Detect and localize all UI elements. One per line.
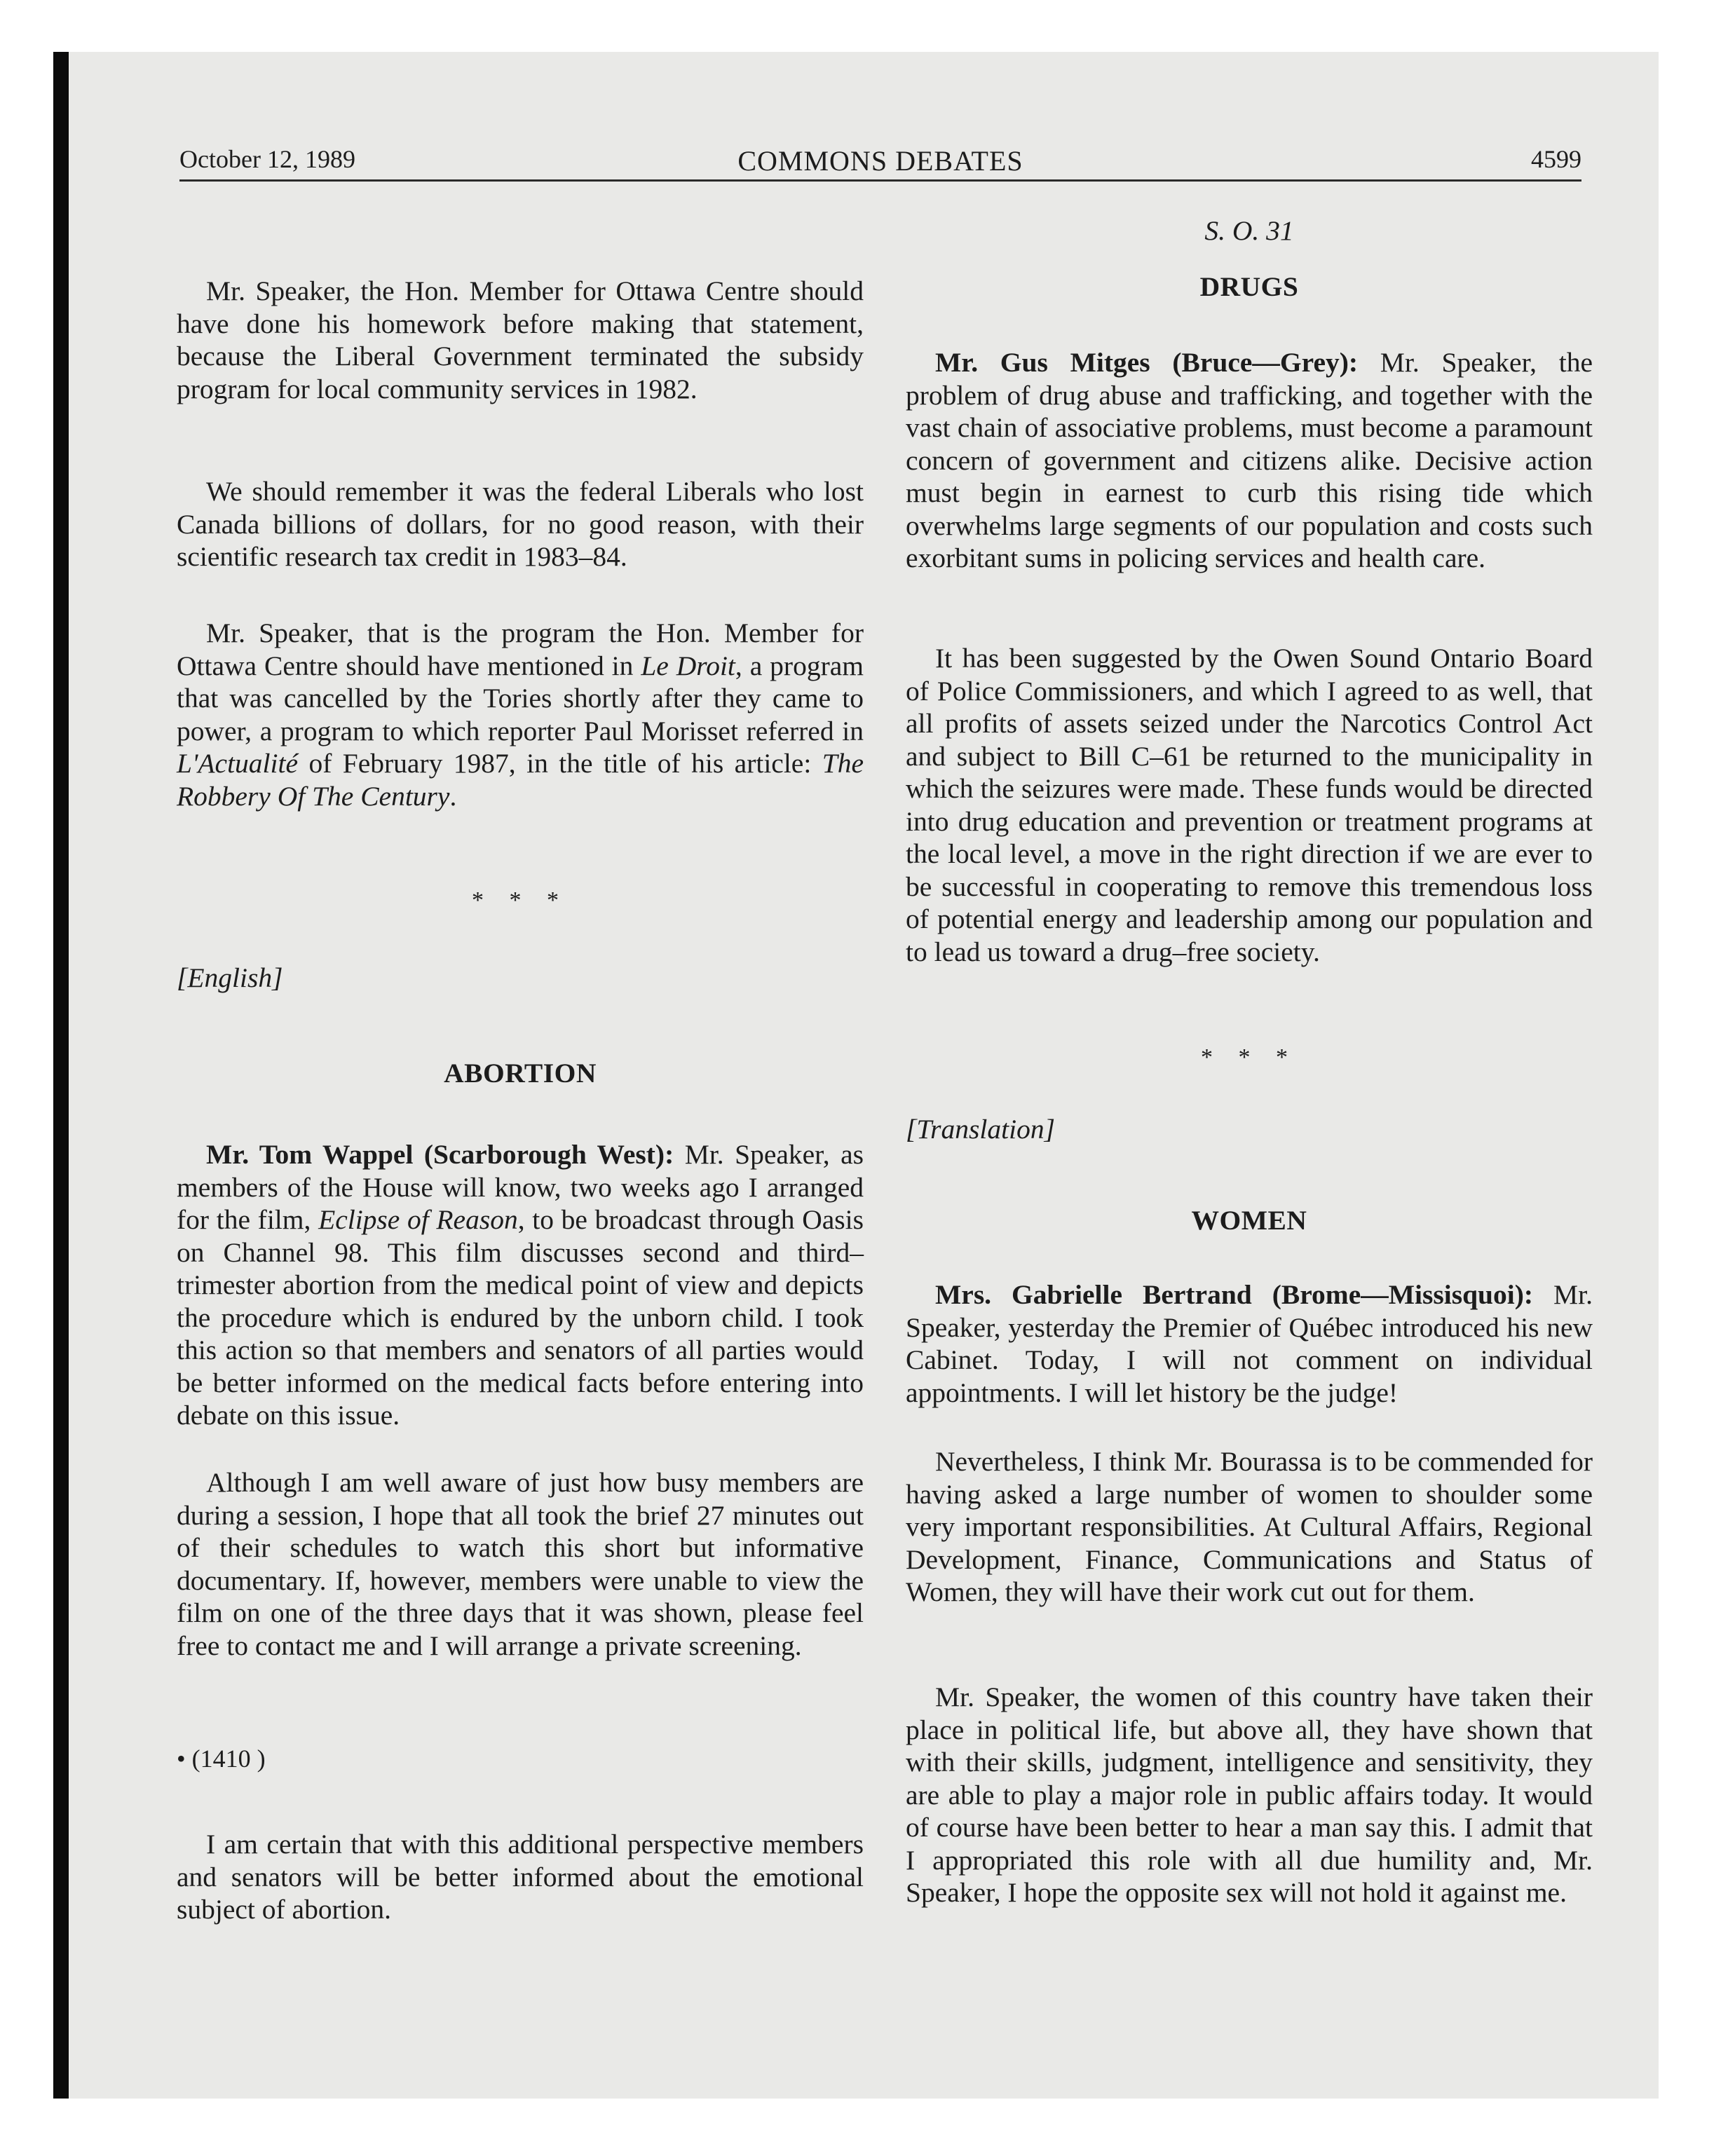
header-title: COMMONS DEBATES bbox=[737, 145, 1023, 177]
language-note-text: [Translation] bbox=[906, 1114, 1055, 1145]
paragraph-text: . bbox=[449, 780, 457, 812]
paragraph-text: Mr. Speaker, yesterday the Premier of Québec introduced his new Cabinet. Today, I will not comment on individual appointments. I will let history be the judge! bbox=[906, 1279, 1593, 1408]
section-separator: * * * bbox=[1201, 1044, 1298, 1070]
paragraph bbox=[906, 1278, 1593, 1409]
publication-title: L'Actualité bbox=[177, 748, 299, 779]
page-number: 4599 bbox=[1531, 145, 1581, 173]
paragraph: We should remember it was the federal Liberals who lost Canada billions of dollars, for no good reason, with their scientific research tax credit in 1983–84. bbox=[177, 476, 864, 572]
section-heading: ABORTION bbox=[444, 1058, 597, 1089]
paragraph: Mr. Speaker, the Hon. Member for Ottawa Centre should have done his homework before making that statement, because the Liberal Government terminated the subsidy program for local community services in 1982. bbox=[177, 275, 864, 404]
language-note-text: [English] bbox=[177, 962, 283, 993]
paragraph: Nevertheless, I think Mr. Bourassa is to be commended for having asked a large number of women to shoulder some very important responsibilities. At Cultural Affairs, Regional Development, Finance, Communications and Status of Women, they will have their work cut out for them. bbox=[906, 1446, 1593, 1607]
speaker-name: Mr. Tom Wappel (Scarborough West): bbox=[206, 1139, 674, 1170]
section-heading: WOMEN bbox=[1191, 1205, 1307, 1236]
standing-order bbox=[906, 214, 1593, 247]
timestamp: • (1410 ) bbox=[177, 1745, 266, 1773]
paragraph-text: of February 1987, in the title of his article: bbox=[298, 748, 822, 779]
paragraph-text: , a program that was cancelled by the Tories shortly after they came to power, a program to which reporter Paul Morisset referred in bbox=[177, 650, 864, 746]
header-rule bbox=[179, 179, 1581, 182]
speaker-name: Mrs. Gabrielle Bertrand (Brome—Missisquoi): bbox=[935, 1279, 1534, 1310]
section-separator: * * * bbox=[472, 887, 569, 913]
binding-edge bbox=[53, 52, 69, 2099]
language-note bbox=[906, 1113, 1055, 1146]
paragraph: It has been suggested by the Owen Sound Ontario Board of Police Commissioners, and which I agreed to as well, that all profits of assets seized under the Narcotics Control Act and subject to Bill C–61 be returned to the municipality in which the seizures were made. These funds would be directed into drug education and prevention or treatment programs at the local level, a move in the right direction if we are ever to be successful in cooperating to remove this tremendous loss of potential energy and leadership among our population and to lead us toward a drug–free society. bbox=[906, 643, 1593, 967]
paragraph: Mr. Speaker, the women of this country have taken their place in political life, but above all, they have shown that with their skills, judgment, intelligence and sensitivity, they are able to play a major role in public affairs today. It would of course have been better to hear a man say this. I admit that I appropriated this role with all due humility and, Mr. Speaker, I hope the opposite sex will not hold it against me. bbox=[906, 1681, 1593, 1908]
standing-order-text: S. O. 31 bbox=[1204, 215, 1294, 246]
page-header bbox=[179, 140, 1581, 182]
paragraph bbox=[177, 1138, 864, 1432]
paragraph bbox=[906, 346, 1593, 575]
paragraph bbox=[177, 617, 864, 812]
paragraph-text: Mr. Speaker, the problem of drug abuse and trafficking, and together with the vast chain of associative problems, must become a paramount concern of government and citizens alike. Decisive action must begin in earnest to curb this rising tide which overwhelms large segments of our population and costs such exorbitant sums in policing services and health care. bbox=[906, 347, 1593, 573]
speaker-name: Mr. Gus Mitges (Bruce—Grey): bbox=[935, 347, 1359, 378]
section-heading: DRUGS bbox=[1199, 271, 1299, 302]
film-title: Eclipse of Reason bbox=[318, 1204, 518, 1235]
article-title: The Robbery Of The Century bbox=[177, 748, 864, 812]
language-note bbox=[177, 962, 283, 995]
paragraph: Although I am well aware of just how busy members are during a session, I hope that all took the brief 27 minutes out of their schedules to watch this short but informative documentary. If, however, members were unable to view the film on one of the three days that it was shown, please feel free to contact me and I will arrange a private screening. bbox=[177, 1467, 864, 1661]
paragraph-text: , to be broadcast through Oasis on Channel 98. This film discusses second and third–trimester abortion from the medical point of view and depicts the procedure which is endured by the unborn child. I took this action so that members and senators of all parties would be better informed on the medical facts before entering into debate on this issue. bbox=[177, 1204, 864, 1431]
paragraph-text: Mr. Speaker, as members of the House will know, two weeks ago I arranged for the film, bbox=[177, 1139, 864, 1235]
publication-title: Le Droit bbox=[641, 650, 735, 681]
paragraph-text: Mr. Speaker, that is the program the Hon. Member for Ottawa Centre should have mentioned in bbox=[177, 618, 864, 681]
paragraph: I am certain that with this additional perspective members and senators will be better informed about the emotional subject of abortion. bbox=[177, 1829, 864, 1925]
header-date: October 12, 1989 bbox=[179, 145, 355, 173]
